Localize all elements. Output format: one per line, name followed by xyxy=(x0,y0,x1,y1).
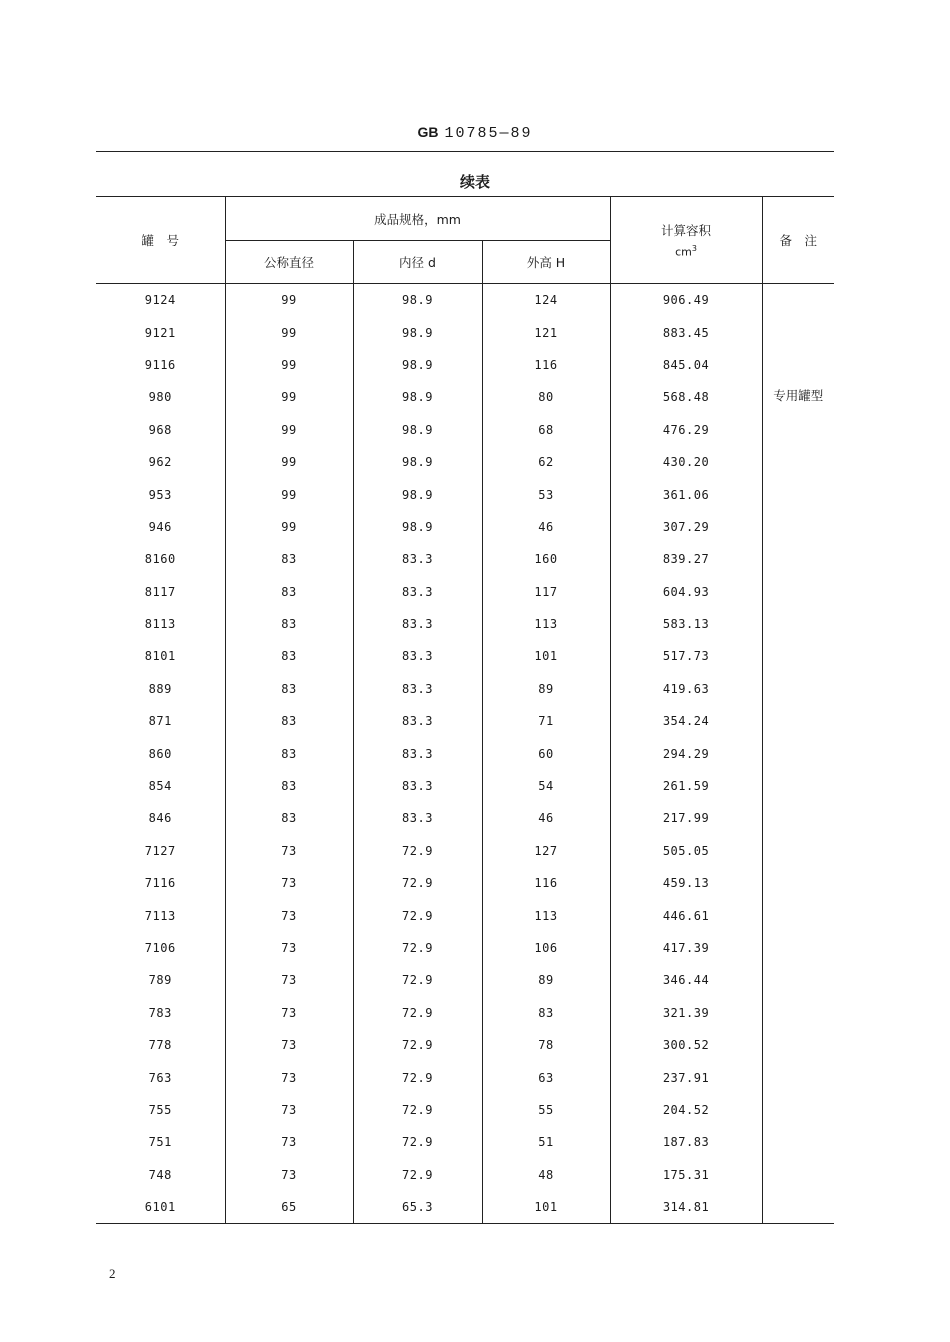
inner-diameter-cell: 72.9 xyxy=(353,1061,482,1093)
outer-height-cell: 71 xyxy=(482,705,610,737)
standard-number: 10785—89 xyxy=(444,125,533,142)
table-row xyxy=(96,802,834,834)
remark-cell xyxy=(762,284,834,1224)
inner-diameter-cell: 83.3 xyxy=(353,543,482,575)
outer-height-cell: 60 xyxy=(482,737,610,769)
standard-prefix: GB xyxy=(417,124,439,140)
inner-diameter-cell: 83.3 xyxy=(353,737,482,769)
outer-height-cell: 127 xyxy=(482,835,610,867)
inner-diameter-cell: 72.9 xyxy=(353,867,482,899)
volume-cell: 883.45 xyxy=(610,316,762,348)
nominal-diameter-cell: 73 xyxy=(225,1094,353,1126)
table-row xyxy=(96,705,834,737)
table-row xyxy=(96,997,834,1029)
inner-diameter-cell: 72.9 xyxy=(353,964,482,996)
inner-diameter-cell: 98.9 xyxy=(353,284,482,317)
volume-cell: 361.06 xyxy=(610,478,762,510)
inner-diameter-cell: 83.3 xyxy=(353,673,482,705)
nominal-diameter-cell: 73 xyxy=(225,964,353,996)
header-volume xyxy=(610,197,762,284)
inner-diameter-cell: 72.9 xyxy=(353,997,482,1029)
can-no-cell: 9121 xyxy=(144,325,176,340)
nominal-diameter-cell: 73 xyxy=(225,932,353,964)
can-no-cell: 751 xyxy=(148,1135,172,1150)
volume-cell: 175.31 xyxy=(610,1159,762,1191)
table-row xyxy=(96,608,834,640)
can-size-table xyxy=(96,196,834,1224)
nominal-diameter-cell: 99 xyxy=(225,478,353,510)
can-no-cell: 9124 xyxy=(144,293,176,308)
outer-height-cell: 124 xyxy=(482,284,610,317)
outer-height-cell: 78 xyxy=(482,1029,610,1061)
nominal-diameter-cell: 99 xyxy=(225,511,353,543)
outer-height-cell: 46 xyxy=(482,511,610,543)
outer-height-cell: 53 xyxy=(482,478,610,510)
can-no-cell: 846 xyxy=(148,811,172,826)
table-row xyxy=(96,478,834,510)
inner-diameter-cell: 83.3 xyxy=(353,608,482,640)
outer-height-cell: 63 xyxy=(482,1061,610,1093)
nominal-diameter-cell: 99 xyxy=(225,381,353,413)
outer-height-cell: 113 xyxy=(482,608,610,640)
header-spec-group: 成品规格，mm xyxy=(225,197,610,241)
can-no-cell: 962 xyxy=(148,455,172,470)
can-no-cell: 7106 xyxy=(144,941,176,955)
outer-height-cell: 89 xyxy=(482,964,610,996)
can-no-cell: 860 xyxy=(148,746,172,761)
table-row xyxy=(96,1126,834,1158)
table-row xyxy=(96,964,834,996)
header-volume-label: 计算容积 xyxy=(661,223,712,239)
table-row xyxy=(96,446,834,478)
nominal-diameter-cell: 73 xyxy=(225,1029,353,1061)
outer-height-cell: 121 xyxy=(482,316,610,348)
can-no-cell: 871 xyxy=(148,714,172,729)
can-no-cell: 854 xyxy=(148,779,172,794)
nominal-diameter-cell: 83 xyxy=(225,673,353,705)
inner-diameter-cell: 83.3 xyxy=(353,705,482,737)
inner-diameter-cell: 98.9 xyxy=(353,478,482,510)
table-row xyxy=(96,932,834,964)
table-row xyxy=(96,867,834,899)
volume-cell: 314.81 xyxy=(610,1191,762,1224)
nominal-diameter-cell: 83 xyxy=(225,705,353,737)
outer-height-cell: 160 xyxy=(482,543,610,575)
can-no-cell: 7127 xyxy=(144,843,176,858)
nominal-diameter-cell: 83 xyxy=(225,802,353,834)
table-row xyxy=(96,737,834,769)
inner-diameter-cell: 72.9 xyxy=(353,835,482,867)
table-row xyxy=(96,770,834,802)
nominal-diameter-cell: 83 xyxy=(225,576,353,608)
inner-diameter-cell: 98.9 xyxy=(353,316,482,348)
can-no-cell: 946 xyxy=(148,519,172,534)
table-row xyxy=(96,349,834,381)
volume-cell: 307.29 xyxy=(610,511,762,543)
can-no-cell: 748 xyxy=(148,1167,172,1182)
table-row xyxy=(96,1159,834,1191)
outer-height-cell: 83 xyxy=(482,997,610,1029)
volume-cell: 204.52 xyxy=(610,1094,762,1126)
can-no-cell: 9116 xyxy=(144,357,176,372)
table-row xyxy=(96,576,834,608)
table-row xyxy=(96,1191,834,1224)
inner-diameter-cell: 98.9 xyxy=(353,381,482,413)
volume-cell: 294.29 xyxy=(610,737,762,769)
outer-height-cell: 54 xyxy=(482,770,610,802)
outer-height-cell: 55 xyxy=(482,1094,610,1126)
can-no-cell: 763 xyxy=(148,1070,172,1085)
inner-diameter-cell: 83.3 xyxy=(353,770,482,802)
volume-cell: 568.48 xyxy=(610,381,762,413)
can-no-cell: 980 xyxy=(148,390,172,405)
nominal-diameter-cell: 83 xyxy=(225,543,353,575)
can-no-cell: 953 xyxy=(148,487,172,502)
table-row xyxy=(96,1094,834,1126)
header-can-no: 罐 号 xyxy=(96,197,225,284)
table-body xyxy=(96,284,834,1224)
document-header xyxy=(0,124,950,142)
nominal-diameter-cell: 99 xyxy=(225,414,353,446)
volume-cell: 430.20 xyxy=(610,446,762,478)
volume-cell: 906.49 xyxy=(610,284,762,317)
table-row xyxy=(96,511,834,543)
volume-cell: 300.52 xyxy=(610,1029,762,1061)
nominal-diameter-cell: 65 xyxy=(225,1191,353,1224)
can-no-cell: 6101 xyxy=(144,1200,176,1215)
outer-height-cell: 46 xyxy=(482,802,610,834)
inner-diameter-cell: 98.9 xyxy=(353,414,482,446)
can-no-cell: 8160 xyxy=(144,552,176,567)
remark-text: 专用罐型 xyxy=(773,388,824,403)
outer-height-cell: 101 xyxy=(482,1191,610,1224)
nominal-diameter-cell: 73 xyxy=(225,899,353,931)
nominal-diameter-cell: 99 xyxy=(225,349,353,381)
can-no-cell: 968 xyxy=(148,422,172,437)
volume-cell: 419.63 xyxy=(610,673,762,705)
header-outer-height: 外高 H xyxy=(482,241,610,284)
inner-diameter-cell: 72.9 xyxy=(353,932,482,964)
volume-cell: 476.29 xyxy=(610,414,762,446)
outer-height-cell: 116 xyxy=(482,349,610,381)
outer-height-cell: 116 xyxy=(482,867,610,899)
can-no-cell: 8113 xyxy=(144,617,176,632)
nominal-diameter-cell: 99 xyxy=(225,316,353,348)
table-row xyxy=(96,1029,834,1061)
nominal-diameter-cell: 73 xyxy=(225,867,353,899)
can-no-cell: 7116 xyxy=(144,876,176,891)
outer-height-cell: 113 xyxy=(482,899,610,931)
nominal-diameter-cell: 99 xyxy=(225,446,353,478)
table-row xyxy=(96,673,834,705)
volume-cell: 459.13 xyxy=(610,867,762,899)
table-row xyxy=(96,414,834,446)
header-remark: 备 注 xyxy=(762,197,834,284)
header-inner-diameter: 内径 d xyxy=(353,241,482,284)
volume-cell: 346.44 xyxy=(610,964,762,996)
table-row xyxy=(96,640,834,672)
volume-cell: 187.83 xyxy=(610,1126,762,1158)
volume-cell: 217.99 xyxy=(610,802,762,834)
inner-diameter-cell: 72.9 xyxy=(353,1029,482,1061)
nominal-diameter-cell: 83 xyxy=(225,770,353,802)
inner-diameter-cell: 98.9 xyxy=(353,511,482,543)
inner-diameter-cell: 83.3 xyxy=(353,802,482,834)
header-nominal-diameter: 公称直径 xyxy=(225,241,353,284)
nominal-diameter-cell: 73 xyxy=(225,1126,353,1158)
can-no-cell: 778 xyxy=(148,1038,172,1053)
outer-height-cell: 89 xyxy=(482,673,610,705)
volume-cell: 505.05 xyxy=(610,835,762,867)
nominal-diameter-cell: 99 xyxy=(225,284,353,317)
outer-height-cell: 51 xyxy=(482,1126,610,1158)
inner-diameter-cell: 72.9 xyxy=(353,899,482,931)
can-no-cell: 8117 xyxy=(144,584,176,599)
volume-cell: 583.13 xyxy=(610,608,762,640)
nominal-diameter-cell: 73 xyxy=(225,835,353,867)
volume-cell: 604.93 xyxy=(610,576,762,608)
inner-diameter-cell: 72.9 xyxy=(353,1126,482,1158)
table-row xyxy=(96,316,834,348)
inner-diameter-cell: 83.3 xyxy=(353,576,482,608)
outer-height-cell: 48 xyxy=(482,1159,610,1191)
volume-cell: 446.61 xyxy=(610,899,762,931)
nominal-diameter-cell: 73 xyxy=(225,997,353,1029)
table-row xyxy=(96,543,834,575)
volume-cell: 517.73 xyxy=(610,640,762,672)
inner-diameter-cell: 65.3 xyxy=(353,1191,482,1224)
volume-cell: 321.39 xyxy=(610,997,762,1029)
header-volume-unit: $cm^3$ xyxy=(675,244,697,259)
volume-cell: 237.91 xyxy=(610,1061,762,1093)
nominal-diameter-cell: 73 xyxy=(225,1061,353,1093)
volume-cell: 839.27 xyxy=(610,543,762,575)
inner-diameter-cell: 98.9 xyxy=(353,349,482,381)
nominal-diameter-cell: 83 xyxy=(225,608,353,640)
table-row xyxy=(96,1061,834,1093)
table-row xyxy=(96,381,834,413)
outer-height-cell: 101 xyxy=(482,640,610,672)
can-no-cell: 783 xyxy=(148,1005,172,1020)
can-no-cell: 889 xyxy=(148,681,172,696)
outer-height-cell: 80 xyxy=(482,381,610,413)
volume-cell: 354.24 xyxy=(610,705,762,737)
inner-diameter-cell: 98.9 xyxy=(353,446,482,478)
outer-height-cell: 106 xyxy=(482,932,610,964)
page-number: 2 xyxy=(109,1266,116,1281)
volume-cell: 417.39 xyxy=(610,932,762,964)
can-no-cell: 755 xyxy=(148,1102,172,1117)
can-no-cell: 7113 xyxy=(144,908,176,923)
can-no-cell: 8101 xyxy=(144,649,176,664)
outer-height-cell: 62 xyxy=(482,446,610,478)
can-no-cell: 789 xyxy=(148,973,172,988)
inner-diameter-cell: 72.9 xyxy=(353,1159,482,1191)
table-row xyxy=(96,284,834,317)
table-row xyxy=(96,835,834,867)
volume-cell: 845.04 xyxy=(610,349,762,381)
header-rule xyxy=(96,151,834,152)
inner-diameter-cell: 83.3 xyxy=(353,640,482,672)
nominal-diameter-cell: 83 xyxy=(225,640,353,672)
outer-height-cell: 117 xyxy=(482,576,610,608)
volume-cell: 261.59 xyxy=(610,770,762,802)
outer-height-cell: 68 xyxy=(482,414,610,446)
inner-diameter-cell: 72.9 xyxy=(353,1094,482,1126)
nominal-diameter-cell: 83 xyxy=(225,737,353,769)
table-row xyxy=(96,899,834,931)
nominal-diameter-cell: 73 xyxy=(225,1159,353,1191)
table-caption: 续表 xyxy=(459,173,490,191)
